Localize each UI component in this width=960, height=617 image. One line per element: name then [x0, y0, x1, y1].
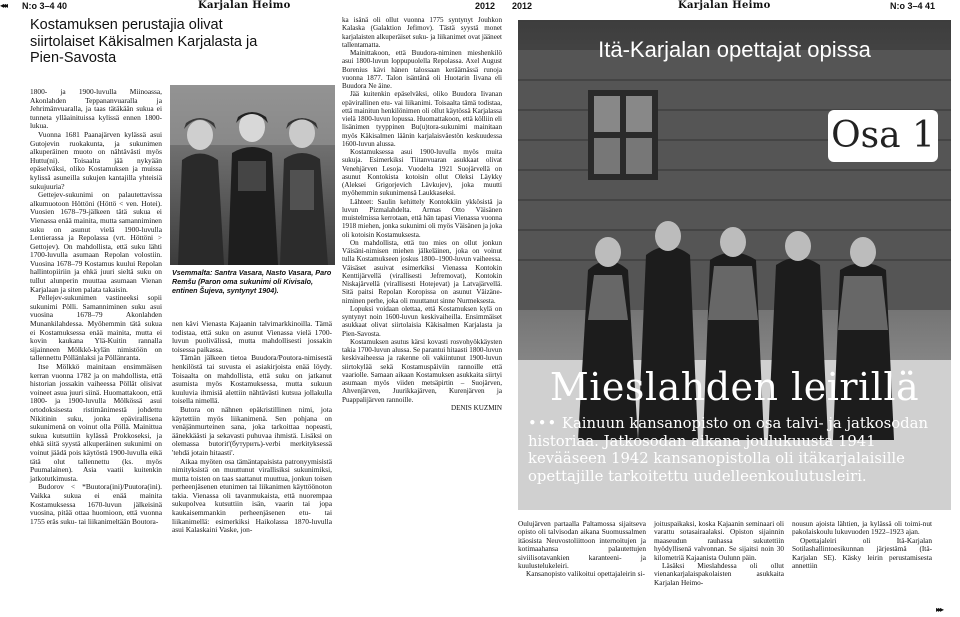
paragraph: Kostamuksessa asui 1900-luvulla myös muita sukuja. Esimerkiksi Tiitanvuaran asukkaat olivat Venehjärven Lesoja. Vuodelta 1921 Suojärvellä on asunut Kontokista kotoisin ollut Oleksi Läykky (Aleksei Grigorjevich Lävkujev), joka muutti myöhemmin sukunimensä Laukkaseksi. [342, 148, 502, 198]
feature-lead-text: Kainuun kansanopisto on osa talvi- ja jatkosodan historiaa. Jatkosodan aikana joulukuusta 1941 kevääseen 1942 kansanopistolla oli itäkarjalaisille opettajille tarkoitettu uudelleenkoulutusleiri. [528, 415, 928, 485]
issue-number: N:o 3–4 41 [890, 1, 936, 11]
right-page [508, 0, 960, 617]
article-headline: Kostamuksen perustajia olivat siirtolaiset Käkisalmen Karjalasta ja Pien-Savosta [30, 17, 258, 66]
paragraph: nen kävi Vienasta Kajaanin talvimarkkinoilla. Tämä todistaa, että suku on asunut Vienassa vielä 1700-luvun puolivälissä, mutta mahdollisesti jossakin toisessa paikassa. [172, 319, 332, 354]
left-page-header [0, 0, 504, 14]
feature-lead [528, 415, 948, 485]
photo-caption: Vsemmalta: Santra Vasara, Nasto Vasara, Paro Remšu (Paron oma sukunimi oli Kivisalo, entinen Šujeva, syntynyt 1904). [172, 268, 332, 295]
paragraph: Itse Mölkkö mainitaan ensimmäisen kerran vuonna 1782 ja on mahdollista, että historian jossakin vaiheessa Pöllät olisivat voineet asua juuri siinä. Huomattakoon, että 1800- ja 1900-luvulla Mölkössä asui ortodoksisesta ristimänimestä johdettu Nikitinin suku, jonka epävirallisena sukunimenä on voinut olla Pöllä. Mainittua sukua kutsuttiin kylässä Prokkoseksi, ja ehkä siitä syystä alkuperäinen sukunimi on voinut jäädä pois käytöstä 1900-luvulla eikä tätä olut tallennettu (ks. myös Puumalainen). Asia vaatii kuitenkin jatkotutkimusta. [30, 362, 162, 483]
paragraph: Vuonna 1681 Paanajärven kylässä asui Gutojevin ruokakunta, ja sukunimen alkuperäinen muoto on nähtävästi myös Huttu(ni). Toisaalta jää nykyään epäselväksi, oliko Kostamuksen ja muissa kylissä asuneilla sukujen kantajilla yhteisiä sukujuuria? [30, 129, 162, 191]
paragraph: Pellejev-sukunimen vastineeksi sopii sukunimi Pölli. Samanniminen suku asui vuosina 1678–79 Akonlahden Munankilahdessa. Myöhemmin tätä sukua ei Kostamuksessa enää mainita, mutta ei kovin kaukana Ylä-Kuitin rannalla sijainneen Mölkkö-kylän nimistöön on tallennettu Pöllänlaksi ja Pöllänranta. [30, 293, 162, 363]
paragraph: Kansanopisto valikoitui opettajaleirin si- [526, 569, 645, 579]
photo-illustration [170, 85, 335, 265]
author-byline: DENIS KUZMIN [450, 403, 502, 412]
paragraph: Gettejev-sukunimi on palautettavissa alkumuotoon Höttöni (Höttö < ven. Hotei). Vuosien 1678–79-jälkeen tätä sukua ei Vienassa enää mainita, mutta samanniminen suku on asunut vielä 1900-luvulla Lentierassa ja Repolassa (vrt. Höttöni > Gettojev). On mahdollista, että suku lähti 1700-luvulla asumaan Repolan volostiin. Vuosina 1678–79 Kostamus kuului Repolan hallintopiiriin ja ehkä juuri sieltä suku on tullut alunperin muuttaa asumaan Vienan Karjalaan ja siten palata takaisin. [30, 190, 162, 294]
paragraph: Butora on nähnen epäkristillinen nimi, jota käytettiin myös liikanimenä. Sen pohjana on venäjänmurteinen sana, joka tarkoittaa nopeasti, äänekkäästi ja sekavasti puhuvaa ihmistä. Lisäksi on olemassa butorit'(бутурить)-verbi merkityksessä 'tehdä jotain hitaasti'. [172, 404, 332, 457]
feature-headline: Mieslahden leirillä [549, 365, 920, 409]
paragraph: Kostamuksen asutus kärsi kovasti rosvohyökkäysten takia 1700-luvun alussa. Se parantui hitaasti 1800-luvun keskivaiheessa ja rakenne oli vakiintunut 1900-luvun siirtokylää sekä Kostamuspäiviin rannoille että vaariolle. Samaan aikaan Kostamuksen asukkaita siirtyi asumaan myös viiden metsäpirtin – Suojärven, Ahvenjärven, Juurikkajärven, Kurenjärven ja Puappalijärven rannoille. [342, 337, 502, 404]
article-column-2 [172, 320, 332, 535]
paragraph: joituspaikaksi, koska Kajaanin seminaari oli varattu sotasairaalaksi. Opiston sijainnin maaseudun rauhassa sukutettiin hyödyllisenä valvonnan. Se sijaitsi noin 30 kilometriä Kajaanista Oulunn päin. [654, 519, 784, 562]
paragraph: 1800- ja 1900-luvulla Miinoassa, Akonlahden Teppananvuaralla ja Jehrimänvuaralla, ja taas tätäkään sukua ei tunneta ylläainituissa kylissä ennen 1800-lukua. [30, 87, 162, 131]
paragraph: Budorov < *Buutora(ini)/Puutora(ini). Vaikka sukua ei enää mainita Kostamuksessa 1670-luvun jälkeisinä vuosina, pitää ottaa huomioon, että vuonna 1755 eräs suku- tai liikanimeltään Boutora- [30, 482, 162, 526]
year: 2012 [512, 1, 533, 11]
feature-title: Itä-Karjalan opettajat opissa [598, 37, 871, 62]
article-column-3 [342, 16, 502, 412]
historical-photo-group [518, 20, 951, 510]
masthead: Karjalan Heimo [198, 0, 291, 11]
historical-photo-women [170, 85, 335, 265]
paragraph: Mainittakoon, että Buudora-niminen mieshenkilö asui 1800-luvun loppupuolella Repolassa. Axel August Borenius kävi hänen talossaan keräämässä runoja vuonna 1877. Talon isäntänä oli Huotarin Iivana eli Buudora Ne äine. [342, 49, 502, 90]
issue-number: N:o 3–4 40 [22, 1, 68, 11]
paragraph: ka isänä oli ollut vuonna 1775 syntynyt Jouhkon Kalaska (Galaktion Jefimov). Tästä syystä monet karjalaisten alkuperäiset suku- ja liikanimet ovat jääneet tallentamatta. [342, 16, 502, 49]
paragraph: Jää kuitenkin epäselväksi, oliko Buudora Iivanan epävirallinen etu- vai liikanimi. Toisaalta tämä todistaa, että mainitun henkilönimen oli ollut käytössä Karjalassa vielä 1800-luvun lopussa. Huomattakoon, että kölliin eli lisänimen tyyppinen Bu(u)tora-sukunimi mainitaan myös Käkisalmen läänin karjalaisväestön keskuudessa 1600-luvun alussa. [342, 90, 502, 148]
next-page-arrows-icon[interactable]: ▸▸▸ [936, 605, 943, 614]
year: 2012 [475, 1, 496, 11]
paragraph: Läsäksi Mieslahdessa oli ollut vienankarjalaispakolaisten asukkaita Karjalan Heimo- [654, 561, 784, 587]
feature-column-1 [518, 520, 646, 579]
prev-page-arrows-icon[interactable]: ◂◂◂ [0, 1, 7, 10]
masthead: Karjalan Heimo [678, 0, 771, 11]
paragraph: Lopuksi voidaan olettaa, että Kostamuksen kylä on syntynyt noin 1600-luvun keskivaiheilla. Ensimmäiset asukkaat olivat siirtolaisia Käkisalmen Karjalasta ja Pien-Savosta. [342, 304, 502, 338]
feature-column-2 [654, 520, 784, 587]
paragraph: Tämän jälkeen tietoa Buudora/Poutora-nimisestä henkilöstä tai suvusta ei asiakirjoista enää löydy. Toisaalta on mahdollista, että suku on jatkanut asumista myös Kostamuksessa, mutta sukuun kuuluvia ihmisiä alettiin nähtävästi kutsua jollakulla toisella nimellä. [172, 353, 332, 406]
bullet-dots-icon: ••• [528, 415, 558, 432]
article-column-1 [30, 88, 162, 526]
paragraph: Oulujärven partaalla Paltamossa sijaitseva opisto oli talvisodan aikana Suomussalmen itäosista Neuvostoliittoon internoitujen ja kotimaahansa palautettujen siviilisotavankien karanteeni- ja kuulustelukeleiri. [518, 519, 646, 571]
paragraph: nousun ajoista lähtien, ja kylässä oli toimi-nut pakolaiskoulu lukuvuoden 1922–1923 ajan. [792, 519, 932, 537]
right-page-header [508, 0, 960, 14]
paragraph: Lähteet: Saulin kehittely Kontokkiin ykkösistä ja luvun Pizmalahdelta. Armas Otto Väisänen muistelmissa kerrotaan, että hän tapasi Vienassa vuonna 1918 miehen, jonka sukunimi oli myös Väisänen ja joka oli kotoisin Kostamuksesta. [342, 197, 502, 239]
part-badge: Osa 1 [828, 110, 938, 162]
feature-column-3 [792, 520, 932, 570]
paragraph: Aikaa myöten osa tämäntapaisista patronyymisistä nimityksistä on muuttunut virallisiksi sukunimiksi, mutta toisten on taas saattanut muuttua, jonkun toisen perheenjäsenen etunimen tai liikanimen käyttöönoton takia. Vienassa oli tavanmukaista, että nuorempaa sukupolvea kutsuttiin isän, vaarin tai jopa kaukaisemmankin perheenjäsenen etu- tai liikanimellä: esimerkiksi Haikolassa 1870-luvulla asui Kalaskaini Vaske, jon- [172, 456, 332, 535]
paragraph: On mahdollista, että tuo mies on ollut jonkun Väisäni-nimisen miehen jälkeläinen, joka on voinut tulla Kostamukseen joskus 1800–1900-luvun vaiheessa. Väisäset asuivat esimerkiksi Vienassa Kontokin Kenttijärvellä (virallisesti Jefremovat), Kontokin Niskajärvellä (virallisesti Hotejevat) ja Latvajärvellä. Sitä paitsi Repolan Koropissa on asunut Väizäne-niminen perhe, joka oli muuttanut sinne Nurmeksesta. [342, 238, 502, 305]
paragraph: Opettajaleiri oli Itä-Karjalan Sotilashallintoesikunnan järjestämä (Itä-Karjalan SE). Käsky leirin perustamisesta annettiin [792, 535, 932, 571]
